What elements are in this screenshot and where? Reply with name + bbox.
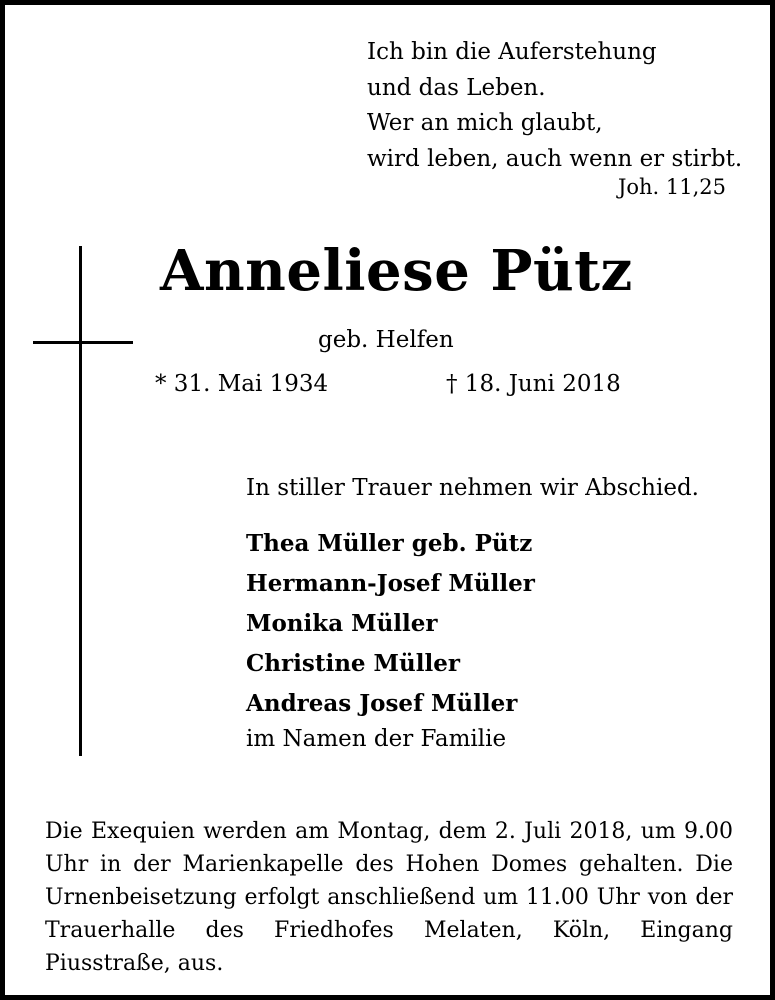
verse-reference: Joh. 11,25 — [617, 175, 726, 199]
mourner-name: Andreas Josef Müller — [246, 690, 518, 717]
service-details: Die Exequien werden am Montag, dem 2. Juli 2018, um 9.00 Uhr in der Marienkapelle des Hohen Domes gehalten. Die Urnenbeisetzung erfolgt anschließend um 11.00 Uhr von der Trauerhalle des Friedhofes Melaten, Köln, Eingang Piusstraße, aus. — [45, 819, 733, 976]
cross-icon-horizontal — [33, 341, 133, 344]
family-note: im Namen der Familie — [246, 726, 507, 752]
mourner-name: Thea Müller geb. Pütz — [246, 530, 533, 557]
mourning-intro: In stiller Trauer nehmen wir Abschied. — [246, 475, 699, 501]
mourner-name: Hermann-Josef Müller — [246, 570, 535, 597]
verse-line: Ich bin die Auferstehung — [367, 39, 657, 65]
cross-icon-vertical — [79, 246, 82, 756]
birth-date: * 31. Mai 1934 — [155, 371, 329, 397]
bible-verse — [367, 35, 747, 177]
death-date: † 18. Juni 2018 — [446, 371, 621, 397]
mourner-name: Christine Müller — [246, 650, 460, 677]
verse-line: und das Leben. — [367, 74, 546, 101]
deceased-name: Anneliese Pütz — [160, 238, 633, 304]
verse-line: wird leben, auch wenn er stirbt. — [367, 145, 743, 172]
verse-line: Wer an mich glaubt, — [367, 110, 603, 136]
mourners-list — [246, 524, 535, 724]
maiden-name: geb. Helfen — [318, 327, 454, 353]
mourner-name: Monika Müller — [246, 610, 438, 637]
